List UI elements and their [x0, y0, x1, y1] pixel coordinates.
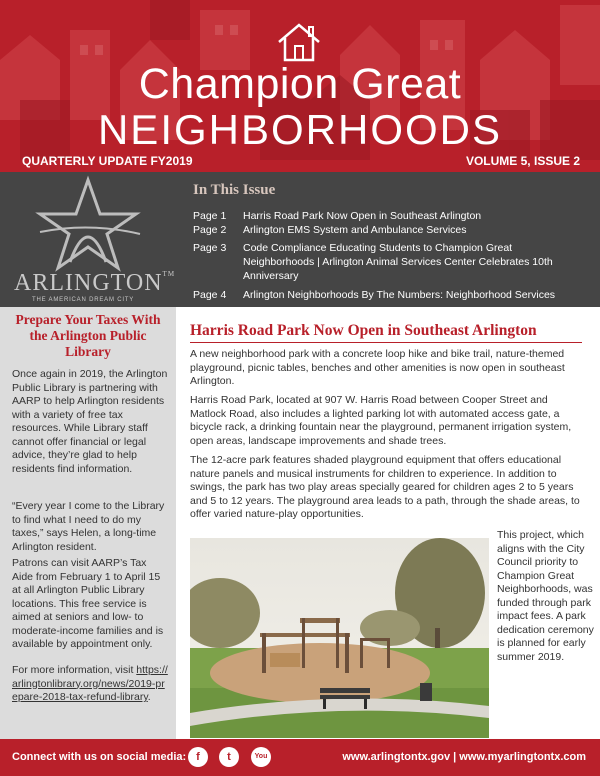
- youtube-icon[interactable]: You: [251, 747, 271, 767]
- star-logo-icon: [0, 172, 176, 272]
- article-divider: [190, 342, 582, 343]
- toc-item[interactable]: Page 3 Code Compliance Educating Students to Champion Great Neighborhoods | Arlington Animal Services Center Celebrates 10th Anniversary: [193, 242, 553, 282]
- logo-wordmark: ARLINGTON™: [14, 270, 176, 296]
- arlington-logo: [0, 172, 176, 307]
- article-paragraph: Harris Road Park, located at 907 W. Harris Road between Cooper Street and Matlock Road, also includes a lighted parking lot with automated access gate, a bicycle rack, a drinking fountain near the playground, permanent irrigation system, open areas, landscape improvements and shade trees.: [190, 394, 572, 447]
- masthead: [0, 0, 600, 172]
- sidebar-paragraph: Once again in 2019, the Arlington Public Library is partnering with AARP to help Arlington residents with a variety of free tax resources. While Library staff cannot offer financial or legal advice, they’re glad to help residents find information.: [12, 368, 168, 475]
- sidebar-paragraph: For more information, visit https://arlingtonlibrary.org/news/2019-prepare-2018-tax-refund-library.: [12, 664, 168, 703]
- article-paragraph: A new neighborhood park with a concrete loop hike and bike trail, nature-themed playground, picnic tables, benches and other amenities is now open in southeast Arlington.: [190, 348, 565, 387]
- toc-item[interactable]: Page 2 Arlington EMS System and Ambulance Services: [193, 224, 467, 236]
- masthead-title-line1: Champion Great: [138, 60, 462, 108]
- volume-label: VOLUME 5, ISSUE 2: [465, 154, 580, 168]
- article-title: Harris Road Park Now Open in Southeast Arlington: [190, 322, 537, 339]
- sidebar-title: Prepare Your Taxes With the Arlington Public Library: [15, 312, 161, 359]
- quarterly-label: QUARTERLY UPDATE FY2019: [22, 154, 193, 168]
- library-link[interactable]: https://arlingtonlibrary.org/news/2019-prepare-2018-tax-refund-library: [12, 664, 168, 703]
- twitter-icon[interactable]: t: [219, 747, 239, 767]
- toc-item[interactable]: Page 4 Arlington Neighborhoods By The Numbers: Neighborhood Services: [193, 289, 556, 301]
- social-label: Connect with us on social media:: [12, 751, 187, 763]
- toc-item[interactable]: Page 1 Harris Road Park Now Open in Southeast Arlington: [193, 210, 482, 222]
- footer-urls[interactable]: www.arlingtontx.gov | www.myarlingtontx.com: [342, 751, 586, 763]
- photo-caption: This project, which aligns with the City Council priority to Champion Great Neighborhoods, was funded through park impact fees. A park dedication ceremony is planned for early summer 2019.: [497, 529, 594, 663]
- sidebar-paragraph: Patrons can visit AARP’s Tax Aide from February 1 to April 15 at all Arlington Public Library locations. This free service is aimed at seniors and low- to moderate-income families and is available by appointment only.: [12, 557, 164, 650]
- toc-heading: In This Issue: [193, 182, 276, 198]
- footer: [0, 739, 600, 776]
- house-icon: [276, 22, 322, 64]
- article-paragraph: The 12-acre park features shaded playground equipment that offers educational nature panels and musical instruments for children to experience. In addition to swings, the park has two play areas specially geared for children ages 2 to 5 years and 5 to 12 years. The playground area leads to a path, through the shade areas, to offer varied nature-play opportunities.: [190, 454, 580, 520]
- logo-tagline: THE AMERICAN DREAM CITY: [32, 297, 135, 303]
- facebook-icon[interactable]: f: [188, 747, 208, 767]
- park-photo: [190, 538, 489, 738]
- sidebar-paragraph: “Every year I come to the Library to find what I need to do my taxes,” says Helen, a long-time Arlington resident.: [12, 500, 165, 553]
- masthead-title-line2: NEIGHBORHOODS: [97, 106, 503, 153]
